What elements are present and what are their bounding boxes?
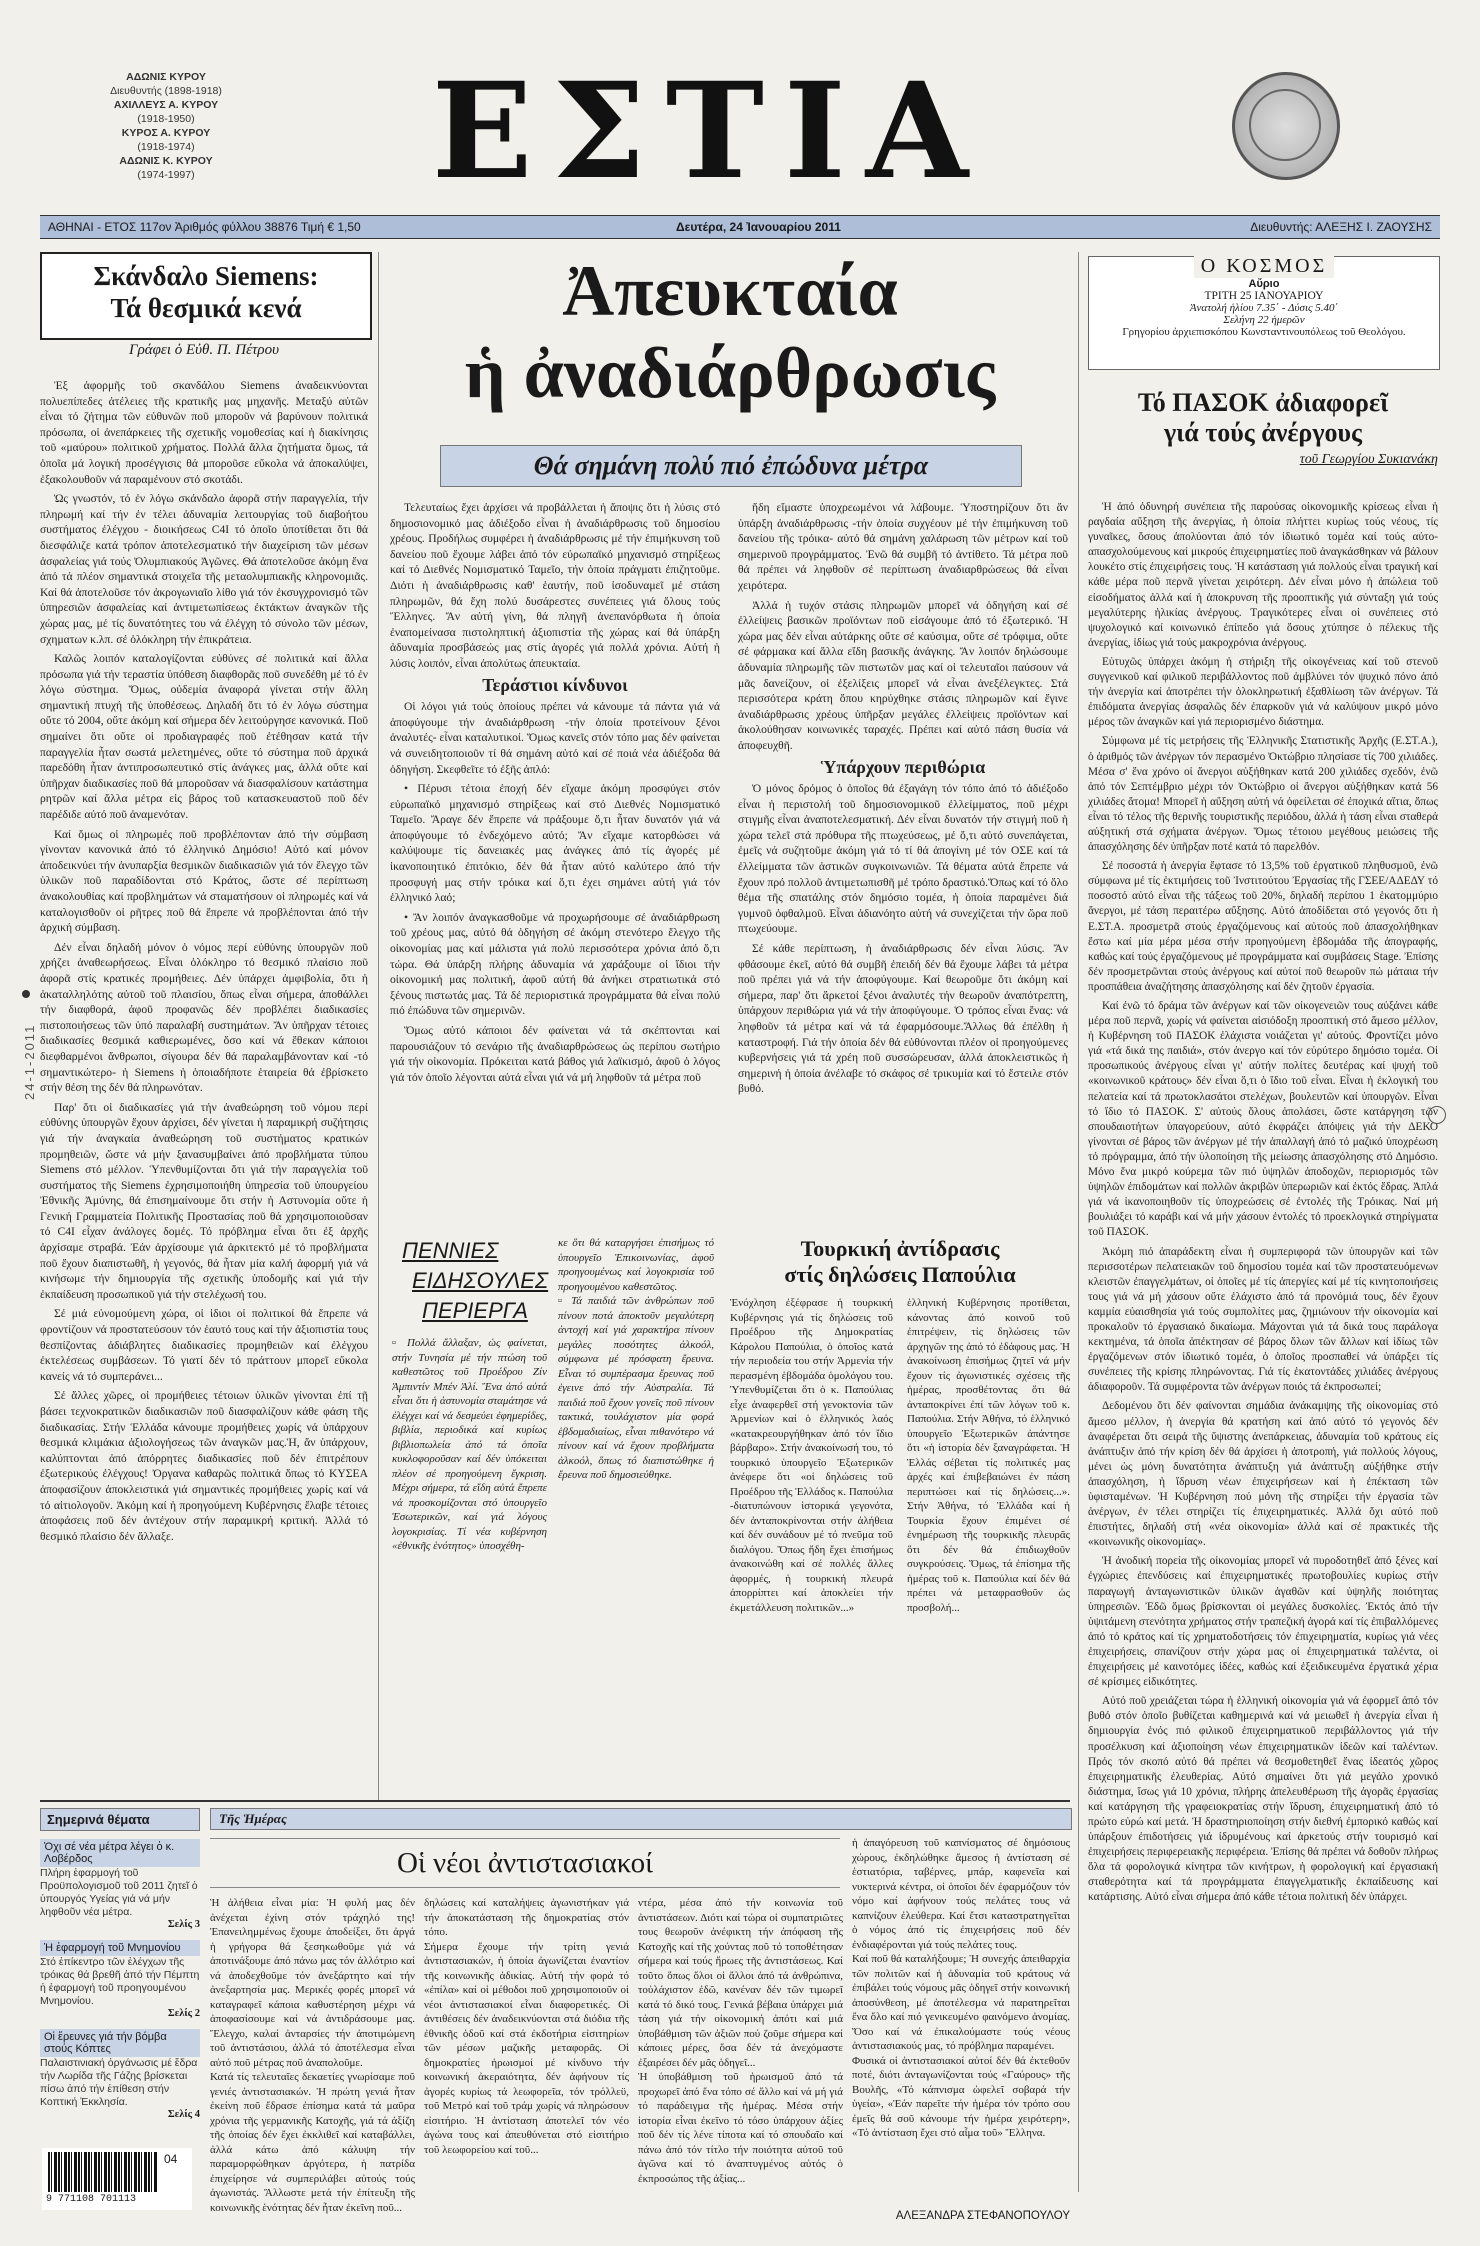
paragraph: Ὡς γνωστόν, τό ἐν λόγω σκάνδαλο ἀφορᾶ στήν παραγγελία, τήν πληρωμή καί τήν ἐν τέλει ἀδυναμία λειτουργίας τοῦ διαβοήτου συστήματος ἐλέγχου - διοικήσεως C4I τό ὁποῖο ὑποτίθεται ὅτι θά διεσφάλιζε κατά τρόπον ἀποτελεσματικό τήν διαχείριση τῶν μέσων ἀσφαλείας γιά τούς Ὀλυμπιακούς Ἀγῶνες. Θά ἀποτελοῦσε ἀκόμη ἕνα ἀπό τά πλέον σημαντικά στοιχεῖα τῆς μεταολυμπιακῆς κληρονομιᾶς. Καί θά ἀποτελοῦσε τόν ἀκρογωνιαῖο λίθο γιά τόν ἐκσυγχρονισμό τῶν ὑπηρεσιῶν ἀσφαλείας καί ἀντιμετωπίσεως ἐκτάκτων ἀναγκῶν τῆς χώρας μας, μέ τίς δυνατότητες του νά ἐλέγχη τό σύνολο τῶν μέσων, σχηματων κ.λπ. σέ ὁλόκληρη τήν ἐπικράτεια. <box>40 492 368 646</box>
right-article-title: Τό ΠΑΣΟΚ ἀδιαφορεῖ <box>1137 388 1389 417</box>
left-article-byline: Γράφει ὁ Εὐθ. Π. Πέτρου <box>129 342 279 358</box>
paragraph: Σύμφωνα μέ τίς μετρήσεις τῆς Ἑλληνικῆς Στατιστικῆς Ἀρχῆς (Ε.ΣΤ.Α.), ὁ ἀριθμός τῶν ἀνέργων τόν περασμένο Ὀκτώβριο πλησίασε τίς 700 χιλιάδες. Μέσα σ' ἕνα χρόνο οἱ ἄνεργοι αὐξήθηκαν κατά 200 χιλιάδες σχεδόν, ἐνῶ ἀπό τόν Σεπτέμβριο μέχρι τόν Ὀκτώβριο οἱ ἄνεργοι αὐξήθηκαν κατά 56 χιλιάδες ἄτομα! Μπορεῖ ἡ αὔξηση αὐτή νά ὀφείλεται σέ ἐποχικά αἴτια, ὅπως εἶναι τό τέλος τῆς θερινῆς τουριστικῆς περιόδου, ἀλλά ἡ τάση εἶναι σταθερά αὐξητική στά σχήματα ἀνέργων. Ὅμως τέτοιου μεγέθους μειώσεις τῆς ἀπασχόλησης δέν ὑπῆρξαν ποτέ κατά τό παρελθόν. <box>1088 735 1438 854</box>
column-rule <box>1078 252 1079 2192</box>
paragraph: Σέ μιά εὐνομούμενη χώρα, οἱ ἰδιοι οἱ πολιτικοί θά ἔπρεπε νά φροντίζουν νά προστατεύσουν τόν ἑαυτό τους καί τήν ἀξιοπιστία τους θεσπίζοντας ἀδιάβλητες διαδικασίες προμηθειῶν καί ἐλέγχου ἐκτελέσεως συμβάσεων. Τό γιατί δέν τό πράττουν μπορεῖ εὔκολα κανείς νά τό συμπεράνει... <box>40 1307 368 1383</box>
registration-mark-icon <box>1428 1106 1446 1124</box>
barcode-issue-code: 04 <box>164 2152 178 2166</box>
paragraph: Αὐτό ποῦ χρειάζεται τώρα ἡ ἑλληνική οἰκονομία γιά νά ἐφορμεῖ ἀπό τόν βυθό στόν ὁποῖο βυθίζεται καθημερινά καί νά μειωθεῖ ἡ ἀνεργία εἶναι ἡ δημιουργία ἑνός πιό φιλικοῦ ἐπιχειρηματικοῦ περιβάλλοντος γιά τήν προσέλκυση καί ἀξιοποίηση νέων ἐπιχειρηματικῶν ἰδεῶν καί ταλέντων. Πρός τόν σκοπό αὐτό θά πρέπει νά θεσμοθετηθεῖ ἕνας ἰδεατός χῶρος ἐπιχειρηματικῆς ἐλευθερίας. Αὐτό σημαίνει ὅτι γιά μεγάλο χρονικό διάστημα, ἴσως γιά 10 χρόνια, πλήρης ἀπελευθέρωση τῆς ἀγορᾶς ἐργασίας καί κατάργηση τῆς γραφειοκρατίας στήν ἵδρυση, ἐπιχειρηματική ἀπό τό πρώτο εὐρώ καί μετά. Ἡ δραστηριοποίηση στήν διεθνή ἐμπορικό καθώς καί ὑπάρξουν ἐπιδοτήσεις γιά ἰδρυμένους καί ἀρκετούς στήν τουρισμό καί ἐπιχειρήσεις περιφερειακῆς περιφέρεια. Ἐπίσης θά πρέπει νά δοθοῦν πλήρως ὅλα τά φορολογικά κίνητρα τῶν κινήτρων, ἡ φορολογική καί ἐργασιακή σταθερότητα καί τά προγράμματα ἐπαγγελματικῆς ἐκπαίδευσης καί κατάρτισης. Αὐτό εἶναι σήμερα ἀπό κάθε τέτοια πολιτική δέν ὑπάρχει. <box>1088 1695 1438 1904</box>
topic-page: Σελίς 4 <box>167 2109 200 2120</box>
paragraph: Ἡ ἀνοδική πορεία τῆς οἰκονομίας μπορεῖ νά πυροδοτηθεῖ ἀπό ξένες καί ἐγχώριες ἐπενδύσεις καί ἐπιχειρηματικές πρωτοβουλίες κυρίως στήν παραγωγή ἀνταγωνιστικῶν ὑλικῶν ἀγαθῶν καί ὑψηλῆς ποιότητας ὑπηρεσιῶν. Ἐδῶ ὅμως βρίσκονται οἱ μεγάλες δυσκολίες. Ἐκτός ἀπό τήν ὑψιτάμενη στενότητα χρήματος στήν τραπεζική ἀγορά καί τίς ἐπιβαλλόμενες ἀπό τό κράτος καί τίς χρηματοδοτήσεις τόν ἐπιχειρηματία, κυρίως γιά νέες ἐπιχειρήσεις, σπανίζουν στήν χώρα μας οἱ ἐπιχειρηματικά ταλέντα, οἱ ἐπιχειρήσεις μέ καινοτόμες ἰδέες, καθώς καί ἐξειδικευμένα ἐργατικά χέρια σέ κρίσιμες εἰδικότητες. <box>1088 1555 1438 1689</box>
turkey-subtitle: στίς δηλώσεις Παπούλια <box>784 1262 1016 1287</box>
founder-name: ΚΥΡΟΣ Α. ΚΥΡΟΥ <box>121 127 211 139</box>
turkey-title: Τουρκική ἀντίδρασις <box>800 1236 1000 1261</box>
left-article-body <box>40 378 368 1778</box>
paragraph: • Πέρυσι τέτοια ἐποχή δέν εἴχαμε ἀκόμη προσφύγει στόν εὐρωπαϊκό μηχανισμό στηρίξεως καί στό Διεθνές Νομισματικό Ταμεῖο. Ἄραγε δέν ἔπρεπε νά πράξουμε ὅ,τι ἦταν δυνατόν γιά νά ἀποφύγουμε τό ἐνδεχόμενο αὐτό; Ἄν εἴχαμε κατορθώσει νά καλύψουμε τίς δανειακές μας ἀνάγκες ἀπό τίς ἀγορές μέ ἱκανοποιητικό ἐπιτόκιο, δέν θά ἦταν αὐτό καλύτερο ἀπό τήν προσφυγή μας στήν τρόικα καί ὅ,τι ἐχει σημάνει αὐτή γιά τόν ἑλληνικό λαό; <box>390 782 720 905</box>
founder-name: ΑΔΩΝΙΣ Κ. ΚΥΡΟΥ <box>119 155 213 167</box>
paragraph: Καί ἐνῶ τό δράμα τῶν ἀνέργων καί τῶν οἰκογενειῶν τους αὐξάνει κάθε μέρα ποῦ περνᾶ, χωρίς νά φαίνεται αἰσιόδοξη προοπτική στό ἄμεσο μέλλον, ἡ Κυβέρνηση τοῦ ΠΑΣΟΚ ἐλάχιστα νοιάζεται γι' αὐτούς. Φροντίζει μόνο γιά «τά δικά της παιδιά», στόν ἀνεργο καί τόν εὐρύτερο δημόσιο τομέα. Οἱ προσωπικούς ἀνέργους εἶναι γι' αὐτήν πολίτες δευτέρας καί ψυχή τοῦ «κοινωνικοῦ κράτους» δέν εἶναι ὅ,τι ὁ ἴδιο τοῦ εἶναι. Εἶναι ἡ ἐκλογική του πελατεία καί τά πρωτοκλασάτοι στελέχων, βουλευτῶν καί ὑπουργῶν. Εἶναι τό ἴδιο τό ΠΑΣΟΚ. Σ' αὐτούς ὅλους ἀπολάσει, ὥστε κατάργηση τῶν σπουδαιοτήτων ὑπαγορεύουν, αὐτό ἐκφράζει ἀπόψεις γιά τήν ΔΕΚΟ γίνονται σέ βάρος τῶν ἀνέργων μέ τήν ἀπαλλαγή ἀπό τό μαζικό ὑποχρέωση τό πρόγραμμα, ἀπό τήν ὑλοποίηση τῆς μείωσης ἀπασχόλησης στό Δημόσιο. Μόνο ἕνα μικρό κούρεμα τῶν πιό ὑψηλῶν ἀποδοχῶν, περιορισμός τῶν ὑψηλῶν ἐπιδομάτων καί πολλῶν ἀκριβῶν ὑπερωριῶν καί ἐκτός ἕδρας. Ἀπλά γιά νά ἱκανοποιηθοῦν τίς ὑποχρεώσεις σέ ἐντολές τῆς Τρόικας. Ναί μή βουλιάξει τό καράβι καί νά μήν χάσουν ἐντολές τό προεκλογικά στηρίγματα τοῦ ΠΑΣΟΚ. <box>1088 1000 1438 1239</box>
topic-item[interactable] <box>40 2029 200 2120</box>
founder-role: (1918-1974) <box>137 141 195 153</box>
paragraph: Καί ὅμως οἱ πληρωμές ποῦ προβλέπονταν ἀπό τήν σύμβαση γίνονταν κανονικά ἀπό τό ἑλληνικό Δημόσιο! Αὐτό καί μόνον ἀποδεικνύει τήν ἀνυπαρξία θεσμικῶν διαδικασιῶν γιά τόν ἔλεγχο τῶν ὑλικῶν ποῦ παραδίδονται στό Κράτος, ὥστε σέ περίπτωση ἀνακολουθίας καί προβλημάτων νά σταματήσουν οἱ πληρωμές καί νά καταλογισθοῦν οἱ ρῆτρες ποῦ θά ἔπρεπε νά προβλέπονται ἀπό τήν ἀρχική σύμβαση. <box>40 827 368 935</box>
paragraph: Ἀκόμη πιό ἀπαράδεκτη εἶναι ἡ συμπεριφορά τῶν ὑπουργῶν καί τῶν περισσοτέρων πελατειακῶν τοῦ δημοσίου τομέα καί τῶν προστατευόμενων κλειστῶν ἐπαγγελμάτων, οἱ ὁποῖες μέ τίς ἀπεργίες καί μέ τίς κινητοποιήσεις τους γιά νά μή χάσουν οὔτε ἐλάχιστο ἀπό τά προνόμιά τους, δέν ἔχουν καμμία εὐαισθησία γιά τούς συμπολίτες μας, ζημιώνουν τήν οἰκονομία καί προκαλοῦν τό ἐργασιακό δικαίωμα. Μάχονται γιά τά δικά τους παράλογα κεκτημένα, τά ὁποῖα ἀπέκτησαν σέ βάρος ὅλων τῶν ἄλλων καί ἰδίως τῶν ἐργαζόμενων στόν ἰδιωτικό τομέα, ὁ ὁποῖος προσπαθεί νά ὑπάρξει τίς συνέπειες τῆς κρίσης πληρώνοντας. Γιά τίς ἑκατοντάδες χιλιάδες ἀνέργους ἀδιαφοροῦν. Τά συμφέροντα τῶν ἀνέργων ποιός τά ἐκπροσωπεί; <box>1088 1245 1438 1394</box>
imeras-title: Οἱ νέοι ἀντιστασιακοί <box>210 1838 840 1888</box>
paragraph: Ἐξ ἀφορμῆς τοῦ σκανδάλου Siemens ἀναδεικνύονται πολυεπίπεδες ἀτέλειες τῆς κρατικῆς μας μηχανῆς. Μεταξύ αὐτῶν εἶναι τό ζήτημα τῶν εὐθυνῶν ποῦ μποροῦν νά βαρύνουν πολιτικά πρόσωπα, οἱ ἀνεπάρκειες τῆς σχετικῆς νομοθεσίας καί ἡ διακίνησις τοῦ «μαύρου» πολιτικοῦ χρήματος. Πολλά ἄλλα ζητήματα ὅμως, τά ὁποῖα μά λογική προσέγγισις θά μποροῦσε εὔκολα νά ἀποκαλύψει, ἐξακολουθοῦν νά παραμένουν στό σκοτάδι. <box>40 379 368 486</box>
bullet-dot-icon <box>22 990 30 998</box>
imeras-col2: δηλώσεις καί καταλήψεις ἀγωνιστήκαν γιά τήν ἀποκατάσταση τῆς δημοκρατίας στόν τόπο. Σήμερα ἔχουμε τήν τρίτη γενιά ἀντιστασιακών, ἡ ὁποία ἀγωνίζεται ἐναντίον τῆς κοινωνικῆς ἀδικίας. Αὐτή τήν φορά τό «ἐπίλα» καί οἱ μέθοδοι ποῦ χρησιμοποιοῦν οἱ νέοι ἀντιστασιακοί εἶναι διαφορετικές. Οἱ ἀντιθέσεις δέν ἀναδεικνύονται στά διόδια τῆς ἐθνικῆς ὁδοῦ καί στά ἐκδοτήρια εἰσιτηρίων τῶν μέσων μαζικῆς μεταφορᾶς. Οἱ δημοκρατίες ἡρωισμοί μέ κίνδυνο τήν κοινωνική ἀκεραιότητα, δέν ἀφήνουν τίς ἀγορές κυρίως τά λεωφορεῖα, τόν τρόλλεϋ, τοῦ Μετρό καί τοῦ τράμ χωρίς νά πληρώσουν εἰσιτήριο. Ἡ ἀντίσταση ἀποτελεῖ τόν νέο ἀγώνα τους καί ἀπευθύνεται στό εἰσιτήριο τοῦ λεωφορείου καί τοῦ... <box>424 1897 629 2156</box>
todays-topics-title: Σημερινά θέματα <box>40 1808 200 1831</box>
barcode-number: 9 771108 701113 <box>46 2194 137 2205</box>
imeras-col4: ἡ ἀπαγόρευση τοῦ καπνίσματος σέ δημόσιους χώρους, ἐκδηλώθηκε ἄμεσος ἡ ἀντίσταση σέ ἑστιατόρια, ταβέρνες, μπάρ, καφενεῖα καί νυκτερινά κέντρα, οἱ ὁποῖοι δέν ἐφαρμόζουν τόν νόμο καί ἀφήνουν τούς πελάτες τους νά καπνίζουν ἐλεύθερα. Καί ἔτσι καταστρατηγεῖται ὁ νόμος ἀπό τίς ἐπιχειρήσεις ποῦ δέν ἐνδιαφέρονται γιά τούς πελάτες τους. Καί ποῦ θά καταλήξουμε; Ἡ συνεχής ἀπειθαρχία τῶν πολιτῶν καί ἡ ἀδυναμία τοῦ κράτους νά ἐπιβάλει τούς νόμους μᾶς ὁδηγεῖ στήν κοινωνική ἀποσύνθεση, μέ ἀποτέλεσμα νά παρατηρεῖται ἔνα ὅλο καί πιό γενικευμένο φαινόμενο ἀνομίας. Ὅσο καί νά ἐπικαλούμαστε τούς νέους ἀντιστασιακούς μας, τό πρόβλημα παραμένει. Φυσικά οἱ ἀντιστασιακοί αὐτοί δέν θά ἐκτεθοῦν ποτέ, διότι ἀνταγωνίζονται τούς «Γαύρους» τῆς Βουλῆς, «Τό κάπνισμα ὠφελεῖ σοβαρά τήν ὑγεία», «Ἐάν παρεῖτε τήν ἡμέρα τόν τρόπο σου ἐμεῖς θά σοῦ κάνουμε τήν ἡμέρα χειρότερη», «Τό ἀντίσταση ἔχει στό αἷμα τοῦ» Ἕλληνα. <box>852 1837 1070 2139</box>
paragraph: Τελευταίως ἔχει ἀρχίσει νά προβάλλεται ἡ ἄποψις ὅτι ἡ λύσις στό δημοσιονομικό μας ἀδιέξοδο εἶναι ἡ ἀναδιάρθρωσις τοῦ δημοσίου χρέους. Προδήλως συμφέρει ἡ ἀναδιάρθρωσις μέ τήν ἐπιμήκυνση τοῦ δανείου ποῦ ἔχουμε λάβει ἀπό τόν εὐρωπαϊκό μηχανισμό στηρίξεως καί τό Διεθνές Νομισματικό Ταμεῖο, τήν ὁποία πράγματι ἐπιζητοῦμε. Διότι ἡ ἀναδιάρθρωσις καθ' ἑαυτήν, ποῦ ἰσοδυναμεῖ μέ στάση πληρωμῶν, θά ἔχη πολύ δυσάρεστες συνέπειες γιά ὅλους τούς Ἕλληνες. Ἄν αὐτή γίνη, θά πληγῆ ἀνεπανόρθωτα ἡ ὁποία ἐναπομείνασα πιστοληπτική ἀξιοπιστία τῆς χώρας καί θά ὑπάρξη ἀδυναμία προσβάσεώς μας στίς ἀγορές γιά πολλά χρόνια. Αὐτή ἡ λύσις λοιπόν, εἶναι ἀπολύτως ἀπευκταία. <box>390 501 720 670</box>
pennies-col2: κε ὅτι θά καταργήσει ἐπισήμως τό ὑπουργεῖο Ἐπικοινωνίας, ἀφοῦ προηγουμένως καί λογοκρισία τοῦ προηγουμένου καθεστῶτος. ▫ Τά παιδιά τῶν ἀνθρώπων ποῦ πίνουν ποτά ἀποκτοῦν μεγαλύτερη ἀντοχή καί γιά χαρακτήρα πίνουν μεγάλες ποσότητες ἀλκοόλ, σύμφωνα μέ πρόσφατη ἔρευνα. Εἶναι τό συμπέρασμα ἔρευνας ποῦ ἐγεινε ἀπό τήν Αὐστραλία. Τά παιδιά ποῦ ἔχουν γονεῖς ποῦ πίνουν τακτικά, τουλάχιστον μία φορά ἑβδομαδιαίως, εἶναι πιθανότερο νά πίνουν καί νά ἔχουν προβλήματα ἀλκοόλ, ὅπως τό διαπιστώθηκε ἡ ἔρευνα ποῦ δημοσιεύθηκε. <box>558 1237 714 1481</box>
founder-name: ΑΧΙΛΛΕΥΣ Α. ΚΥΡΟΥ <box>113 99 219 111</box>
founder-role: (1918-1950) <box>137 113 195 125</box>
main-headline-line1: Ἀπευκταία <box>562 251 898 331</box>
topic-page: Σελίς 3 <box>167 1919 200 1930</box>
main-article-col2 <box>738 500 1068 1220</box>
subheading: Ὑπάρχουν περιθώρια <box>820 756 986 777</box>
imeras-col3: ντέρα, μέσα ἀπό τήν κοινωνία τοῦ ἀντιστάσεων. Διότι καί τώρα οἱ συμπατριῶτες τους θεωροῦν ἀνέφικτη τήν ἀπόφαση τῆς Κατοχῆς καί τῆς χούντας ποῦ τό τοποθέτησαν σήμερα καί τούς ἥρωες τῆς ἀντιστάσεως. Καί τοῦτο ὅπως ὅλοι οἱ ἄλλοι ἀπό τά ἀνθρώπινα, τοὐλάχιστον ἐδῶ, κανέναν δέν τῶν τιμωρεῖ κατά τό δικό τους. Γενικά βέβαια ὑπάρχει μιά τάση γιά τήν οἰκονομική ἀπότι καί μιά ὑποβάθμιση τῶν ἀξιῶν πού ζοῦμε σήμερα καί κάποιες μέρες, ὅσα δέν τά ἀνεχόμαστε ἐξαιρέσει δέν μᾶς ὁδηγεῖ... Ἡ ὑποβάθμιση τοῦ ἡρωισμοῦ ἀπό τά προχωρεῖ ἀπό ἕνα τόπο σέ ἄλλο καί νά μή γιά τό παράδειγμα τῆς ἡμέρας. Μέσα στήν ἱστορία εἶναι ἐκεῖνο τό τόσο ὑπάρχουν ἀξίες ποῦ δέν τίς λένε τίποτα καί τό σπουδαῖο καί πάνω ἀπό τόν τίτλο τήν ποιότητα αὐτοῦ τοῦ ἀγῶνα καί τό ἀναπτυγμένος αὐτός ὁ ἐκπροσώπος τῆς ἀξίας... <box>638 1897 843 2185</box>
side-date <box>20 980 40 1100</box>
paragraph: • Ἄν λοιπόν ἀναγκασθοῦμε νά προχωρήσουμε σέ ἀναδιάρθρωση τοῦ χρέους μας, αὐτό θά ὁδηγήση σέ ἀκόμη στενότερο ἔλεγχο τῆς οἰκονομίας μας καί μάλιστα γιά πολύ περισσότερα χρόνια ἀπό ὅ,τι τώρα. Θά ὑπάρξη πλήρης ἀδυναμία νά χαράξουμε οἱ ἴδιοι τήν οἰκονομική μας πολιτική, ἀφοῦ αὐτή θά ἀνήκει στρατιωτικά στό ξένους πιστωτάς μας. Τά δέ περιοριστικά προγράμματα θά εἶναι πολύ πιό ἐπώδυνα τῶν σημερινῶν. <box>390 910 720 1018</box>
pennies-word: ΕΙΔΗΣΟΥΛΕΣ <box>412 1268 549 1293</box>
subheading: Τεράστιοι κίνδυνοι <box>482 674 628 695</box>
right-article-headline <box>1088 388 1438 468</box>
paragraph: Καλῶς λοιπόν καταλογίζονται εὐθύνες σέ πολιτικά καί ἄλλα πρόσωπα γιά τήν τεραστία ὑπόθεση διαφθορᾶς ποῦ συνεδέθη μέ τό ἐν λόγω σύστημα. Ὅμως, οὐδεμία ἀναφορά γίνεται στήν ἄλλη σημαντική πτυχή τῆς ὑποθέσεως. Δηλαδή ὅτι τό ἐν λόγω σύστημα οὔτε τό 2004, οὔτε ἀκόμη καί σήμερα δέν λειτούργησε κανονικά. Ποῦ σημαίνει ὅτι οὔτε οἱ προδιαγραφές ποῦ ἐτέθησαν κατά τήν παραγγελία ἦταν σωστά μελετημένες, οὔτε τό σύστημα ποῦ ἀρχικά παρεδόθη ἦταν ἀντιπροσωπευτικό στίς ἀνάγκες μας, ἀλλά οὔτε καί ὑπῆρχαν διαδικασίες ποῦ θά μποροῦσαν νά διασφαλίσουν κατάστημα ρητρῶν καί ἄλλα μέτρα εἰς βάρος τοῦ κατασκευαστοῦ ποῦ δέν παρέδιδε αὐτό ποῦ ἀναμενόταν. <box>40 652 368 822</box>
column-rule <box>378 252 379 1802</box>
pennies-box <box>392 1236 714 1776</box>
founder-name: ΑΔΩΝΙΣ ΚΥΡΟΥ <box>126 71 206 83</box>
kosmos-day: ΤΡΙΤΗ 25 ΙΑΝΟΥΑΡΙΟΥ <box>1204 290 1324 302</box>
right-article-body <box>1088 500 1438 2230</box>
turkey-col1: Ἐνόχληση ἐξέφρασε ἡ τουρκική Κυβέρνησις γιά τίς δηλώσεις τοῦ Προέδρου τῆς Δημοκρατίας Κάρολου Παπούλια, ὁ ὁποῖος κατά τήν περιοδεία του στήν Ἀρμενία τήν περασμένη ἑβδομάδα ὁμολόγου του. Ὑπενθυμίζεται ὅτι ὁ κ. Παπούλιας εἶχε ἀναφερθεῖ στή γενοκτονία τῶν Ἀρμενίων καί ὁ ἑλληνικός λαός «κατακρεουργήθηκαν ἀπό τόν ἴδιο βάρβαρο». Στήν ἀνακοίνωσή του, τό τουρκικό ὑπουργεῖο Ἐξωτερικῶν ἀνέφερε ὅτι «οἱ δηλώσεις τοῦ Προέδρου τῆς Ἑλλάδος κ. Παπούλια -διατυπώνουν ἱστορικά γεγονότα, δέν ἀνταποκρίνονται στήν ἀλήθεια καί δέν συνάδουν μέ τό πνεῦμα τοῦ διαλόγου. Ὅπως ἤδη ἔχει ἐπισήμως ἀνακοινώθη καί σέ πολλές ἄλλες ἀφορμές, ἡ τουρκική πλευρά ἀπορρίπτει καί ἀποκλείει τήν ἐκμετάλλευση πολιτικῶν...» <box>730 1297 893 1614</box>
barcode-icon <box>42 2148 192 2210</box>
paragraph: Ἀλλά ἡ τυχόν στάσις πληρωμῶν μπορεῖ νά ὁδηγήση καί σέ ἐλλείψεις βασικῶν προϊόντων ποῦ εἰσάγουμε ἀπό τό ἐξωτερικό. Ἡ χώρα μας δέν εἶναι αὐτάρκης οὔτε σέ καύσιμα, οὔτε σέ τρόφιμα, οὔτε σέ φάρμακα καί ἄλλα εἴδη βασικῆς ἀνάγκης. Ἄν λοιπόν δηλώσουμε ἀδυναμία πληρωμῆς τῶν πιστωτῶν μας καί οἱ τελευταῖοι παύσουν νά μᾶς δανείζουν, οἱ ἐξελίξεις μπορεῖ νά εἶναι ἀνεξέλεγκτες. Στά περισσότερα κράτη ὅπου κηρύχθηκε στάσις πληρωμῶν καί ἔγινε ἀναδιάρθρωσις χρέους ὑπῆρξαν μεγάλες ἐλλείψεις προϊόντων καί ἀκολούθησαν κοινωνικές ταραχές. Πρέπει καί αὐτό πάση θυσία νά ἀποφευχθῆ. <box>738 598 1068 752</box>
topic-text: Πλήρη ἐφαρμογή τοῦ Προϋπολογισμοῦ τοῦ 2011 ζητεῖ ὁ ὑπουργός Υγείας γιά νά μήν ληφθοῦν νέα μέτρα. <box>40 1867 198 1918</box>
main-article-col1 <box>390 500 720 1220</box>
topic-text: Στό ἐπίκεντρο τῶν ἐλέγχων τῆς τρόικας θά βρεθῆ ἀπό τήν Πέμπτη ἡ ἐφαρμογή τοῦ προηγουμένου Μνημονίου. <box>40 1956 200 2007</box>
paragraph: ἤδη εἴμαστε ὑποχρεωμένοι νά λάβουμε. Ὑποστηρίζουν ὅτι ἄν ὑπάρξη ἀναδιάρθρωσις -τήν ὁποία συχγέουν μέ τήν ἐπιμήκυνση τοῦ δανείου τῆς τρόικα- αὐτό θά σημάνη χαλάρωση τῶν μέτρων καί τοῦ σημερινοῦ προγράμματος. Ἐνῶ θά συμβῆ τό ἀντίθετο. Τά μέτρα ποῦ θά πρέπει νά ληφθοῦν σέ περίπτωση ἀναδιαρθρώσεως θά εἶναι χειρότερα. <box>738 501 1068 592</box>
left-article-subtitle: Τά θεσμικά κενά <box>110 293 302 323</box>
director-line: Διευθυντής: ΑΛΕΞΗΣ Ι. ΖΑΟΥΣΗΣ <box>1250 220 1432 234</box>
topic-text: Παλαιστινιακή ὀργάνωσις μέ ἕδρα τήν Λωρίδα τῆς Γάζης βρίσκεται πίσω ἀπό τήν ἐπίθεση στήν Κοπτική Ἐκκλησία. <box>40 2057 198 2108</box>
kosmos-moon: Σελήνη 22 ἡμερῶν <box>1223 314 1305 326</box>
pennies-col1: ▫ Πολλά ἄλλαξαν, ὡς φαίνεται, στήν Τυνησία μέ τήν πτώση τοῦ καθεστῶτος τοῦ Προέδρου Ζίν Ἀμπιντίν Μπέν Ἀλί. Ἕνα ἀπό αὐτά εἶναι ὅτι ἡ ἀστυνομία σταμάτησε νά ἐλέγχει καί νά δεσμεύει ἐφημερίδες, βιβλία, περιοδικά καί κυρίως βιβλιοπωλεία ἀπό τά ὁποῖα κυκλοφοροῦσαν καί δέν ὑπόκειται πλέον σέ προηγούμενη ἔγκριση. Μέχρι σήμερα, τά εἴδη αὐτά ἔπρεπε νά προσκομίζονται στό ὑπουργεῖο Ἐσωτερικῶν, καί γιά λόγους λογοκρισίας. Τί νέα κυβέρνηση «ἐθνικῆς ἑνότητος» ὑποσχέθη- <box>392 1337 547 1552</box>
kosmos-label: Αὔριο <box>1248 278 1280 290</box>
issue-date: Δευτέρα, 24 Ἰανουαρίου 2011 <box>676 220 841 234</box>
paragraph: Παρ' ὅτι οἱ διαδικασίες γιά τήν ἀναθεώρηση τοῦ νόμου περί εὐθύνης ὑπουργῶν ἔχουν ἀρχίσει, δέν γίνεται ἡ παραμικρή συζήτησις γιά τήν ἀναγκαία ἀναθεώρηση τοῦ συστήματος κρατικών προμηθειῶν, ὥστε νά μήν ξανασυμβαίνει ἀπό προβλήματα τύπου Siemens στό μέλλον. Ὑπενθυμίζονται ὅτι γιά τήν παραγγελία τοῦ συστήματος τῆς Siemens ἐχρησιμοποιήθη ὑπηρεσία τοῦ ὑπουργείου Ἐθνικῆς Ἀμύνης, θά ἐπισημαίνουμε ὅτι στήν ἡ Αστυνομία οὔτε ἡ Γενική Γραμματεία Πολιτικῆς Προστασίας ποῦ θά χρησιμοποιοῦσαν τό C4I εἶχαν ἀνάλογες δομές. Τό πρόβλημα εἶναι ὅτι ἐξ ἀρχῆς ἀρχίσαμε στραβά. Ἐάν ἀρχίσουμε γιά ἀρκιτεκτό μέ τό προβλήματα ποῦ ἔχουν διαπιστωθῆ, ἡ γεγονός, θά ἦταν μία καλή ἀφορμή γιά νά κινήσωμε τήν δημιουργία τῆς σχετικῆς ὑποδομῆς καί γιά τήν ἐκπαίδευση προσωπικοῦ γιά τήν στελέχωσή του. <box>40 1100 368 1301</box>
pennies-word: ΠΕΡΙΕΡΓΑ <box>422 1298 528 1323</box>
paragraph: Σέ κάθε περίπτωση, ἡ ἀναδιάρθρωσις δέν εἶναι λύσις. Ἄν φθάσουμε ἐκεῖ, αὐτό θά συμβῆ ἐπειδή δέν θά ἔχουμε λάβει τά μέτρα ποῦ πρέπει γιά νά τήν ἀποφύγουμε. Καί θεωροῦμε ὅτι ἀκόμη καί σήμερα, παρ' ὅτι ἄρκετοί ξένοι ἀναλυτές τήν θεωροῦν ἀναπότρεπτη, ὑπάρχουν περιθώρια γιά νά τήν ἀποφύγουμε. Ὁ τρόπος εἶναι ἕνας: νά ληφθοῦν τά μέτρα καί νά τά ἐφαρμόσουμε.Ἄλλως θά ἐπέλθη ἡ καταστροφή. Γιά τήν ὁποία δέν θά εὐθύνονται πλέον οἱ προηγούμενες κυβερνήσεις γιά τά χρέη ποῦ συσσώρευσαν, ἀλλά ἀποκλειστικῶς ἡ σημερινή ἡ ὁποία ἀνέλαβε τό σκάφος σέ τρικυμία καί τό ἔστειλε στόν βυθό. <box>738 942 1068 1096</box>
kosmos-saint: Γρηγορίου ἀρχιεπισκόπου Κωνσταντινουπόλεως τοῦ Θεολόγου. <box>1122 326 1406 338</box>
topic-page: Σελίς 2 <box>167 2008 200 2019</box>
emblem-seal-icon <box>1232 72 1340 180</box>
paragraph: Ὁ μόνος δρόμος ὁ ὁποῖος θά ἐξαγάγη τόν τόπο ἀπό τό ἀδιέξοδο εἶναι ἡ περιστολή τοῦ δημοσιονομικοῦ ἐλλείμματος, ποῦ μέχρι στιγμῆς εἶναι ἀναποτελεσματική. Δέν εἶναι δυνατόν τήν στιγμή ποῦ ἡ χώρα τελεῖ στά πρόθυρα τῆς πτωχεύσεως, μέ ὅ,τι αὐτό συνεπάγεται, ἐμεῖς νά συζητοῦμε ἀκόμη γιά τό τί θά ἀπογίνη μέ τόν ΟΣΕ καί τά ἐλλείμματα τῶν ἀστικῶν συγκοινωνιῶν. Τά θέματα αὐτά ἔπρεπε νά ἔχουν πρό πολλοῦ ἀντιμετωπισθῆ μέ τρόπο δραστικό.Ὅπως καί τό ὅλο θέμα τῆς σπατάλης στόν δημόσιο τομέα, ἡ ὁποία παραμένει διά γυμνοῦ ὀφθαλμοῦ. Εἶναι ἀδιανόητο αὐτή νά συνεχίζεται τήν ὥρα ποῦ πτωχεύουμε. <box>738 782 1068 936</box>
paragraph: Σέ ποσοστά ἡ ἀνεργία ἔφτασε τό 13,5% τοῦ ἐργατικοῦ πληθυσμοῦ, ἐνῶ σύμφωνα μέ τίς ἐκτιμήσεις τοῦ Ἰνστιτούτου Ἐργασίας τῆς ΓΣΕΕ/ΑΔΕΔΥ τό ποσοστό αὐτό εἶναι τῆς τάξεως τοῦ 20%, δηλαδή περίπου 1 ἑκατομμύριο ἄνεργοι, μέ τάση περαιτέρω αὔξησης. Αὐτό ἀποδίδεται στό γεγονός ὅτι ἡ Ε.ΣΤ.Α. προσμετρᾶ στούς ἐργαζόμενους καί αὐτούς ποῦ ἀπασχολήθηκαν ἔστω καί μία μέρα μέσα στήν προηγούμενη ἑβδομάδα τῆς ἀπογραφής, καθώς καί τούς ἐργαζόμενους μέ προγράμματα καί συμβάσεις Stage. Ἐπίσης δέν προσμετρῶνται στούς ἀνέργους καί αὐτοί ποῦ θεωροῦν πώ μάταια τήν προσπάθεια ἀναζήτησης ἀπασχόλησης καί δέν ζητοῦν ἐργασία. <box>1088 860 1438 993</box>
side-date-text: 24-1-2011 <box>22 1023 37 1100</box>
turkey-col2: ἑλληνική Κυβέρνησις προτίθεται, κάνοντας ἀπό κοινοῦ τοῦ ἐπιτρέψειν, τίς δηλώσεις τῶν ἀρχηγῶν της ἀπό τό ἐδάφους μας. Ἡ ἀνακοίνωση ἐπισήμως ζητεῖ νά μήν ἔχουν τίς ἀγωνιστικές σχέσεις τῆς ἡμέρας, προσθέτοντας ὅτι θά ἀνταποκρίνει ἐπί τῶν λόγων τοῦ κ. Παπούλια. Στήν Ἀθήνα, τό ἑλληνικό ὑπουργεῖο Ἐξωτερικῶν ἀπάντησε ὅτι «ἡ ἱστορία δέν ξαναγράφεται. Ἡ Ἑλλάς σέβεται τίς πολιτικές μας ἀρχές καί ἐπιβεβαιώνει ἐν πάση περιπτώσει καί τίς δηλώσεις...». Στήν Ἀθήνα, τό Ἑλλάδα καί ἡ Τουρκία ἔχουν ἐπιμένει σέ ἐνημέρωση τῆς τουρκικῆς πλευρᾶς ὅτι δέν θά ἐπιδιωχθοῦν συγκρούσεις. Ὅμως, τά ἐπίσημα τῆς ἡμέρας τοῦ κ. Παπούλια καί δέν θά πρέπει νά μεταφρασθοῦν ὡς προσβολή... <box>907 1297 1070 1614</box>
pennies-word: ΠΕΝΝΙΕΣ <box>402 1238 499 1263</box>
kosmos-title: Ο ΚΟΣΜΟΣ <box>1194 255 1334 278</box>
kosmos-box <box>1088 256 1440 370</box>
paragraph: Εὐτυχῶς ὑπάρχει ἀκόμη ἡ στήριξη τῆς οἰκογένειας καί τοῦ στενοῦ συγγενικοῦ καί φιλικοῦ περιβάλλοντος ποῦ ἀμβλύνει τόν ψυχικό πόνο ἀπό τήν ἀνεργία καί ἀποτρέπει τήν ὁλοκληρωτική ἐξαθλίωση τῶν ἀνέργων. Τά ἐπιδόματα ἀνεργίας ἀσφαλῶς δέν ἐπαρκοῦν γιά νά καλύψουν μικρό μόνο μέρος τῶν ἀναγκῶν καί γιά περιορισμένο διάστημα. <box>1088 655 1438 729</box>
imeras-label: Τῆς Ἡμέρας <box>219 1811 287 1826</box>
right-article-subtitle: γιά τούς ἀνέργους <box>1164 418 1362 447</box>
paragraph: Ἡ ἀπό ὀδυνηρή συνέπεια τῆς παρούσας οἰκονομικῆς κρίσεως εἶναι ἡ ραγδαία αὔξηση τῆς ἀνεργίας, ἡ ὁποία πλήττει κυρίως τούς νέους, τίς γυναῖκες, ὅσους ἀπολύονται ἀπό τόν ἰδιωτικό τομέα καί τούς αὐτο-απασχολούμενους καί μικρούς ἐπιχειρηματίες ποῦ ἀναγκάσθηκαν νά βάλουν λουκέτο στίς ἐπιχειρήσεις τους. Ἡ κατάσταση γιά πολλούς εἶναι τραγική καί κάθε μέρα ποῦ περνᾶ γίνεται χειρότερη. Δέν εἶναι μόνο ἡ ἀπώλεια τοῦ εἰσοδήματος ἀλλά καί ἡ ἀποκρυνση τῆς προοπτικῆς γιά σύνταξη γιά τούς μεγαλύτερης ἡλικίας ἀνέργους. Τραγικότερες εἶναι οἱ συνέπειες στό ψυχολογικό καί κοινωνικό ἐπίπεδο γιά ὅσους χτύπησε ὁ πέλεκυς τῆς ἀνεργίας, ἰδίως γιά τούς μακροχρόνια ἀνέργους. <box>1088 501 1438 649</box>
main-subtitle: Θά σημάνη πολύ πιό ἐπώδυνα μέτρα <box>440 445 1022 487</box>
newspaper-title: ΕΣΤΙΑ <box>431 54 989 209</box>
founders-list <box>96 70 236 182</box>
imeras-byline: ΑΛΕΞΑΝΔΡΑ ΣΤΕΦΑΝΟΠΟΥΛΟΥ <box>895 2210 1070 2222</box>
topic-item[interactable] <box>40 1839 200 1930</box>
topic-item[interactable] <box>40 1940 200 2019</box>
topic-headline: Ὁχι σέ νέα μέτρα λέγει ὁ κ. Λοβέρδος <box>40 1839 200 1867</box>
issue-date-bar <box>40 215 1440 239</box>
founder-role: Διευθυντής (1898-1918) <box>110 85 222 97</box>
paragraph: Οἱ λόγοι γιά τούς ὁποίους πρέπει νά κάνουμε τά πάντα γιά νά ἀποφύγουμε τήν ἀναδιάρθρωση -τήν ὁποία προτείνουν ξένοι ἀναλυτές- εἶναι καταλυτικοί. Ὅμως κανεῖς στόν τόπο μας δέν φαίνεται νά συνειδητοποιοῦν τί θά σημάνη αὐτό καί σέ ποιά νέα ἀδιέξοδα θά ὁδηγήση. Σκεφθεῖτε τό ἐξῆς ἁπλό: <box>390 700 720 776</box>
section-divider <box>40 1800 1070 1802</box>
turkey-article <box>730 1236 1070 1776</box>
imeras-label-bar <box>210 1808 1072 1830</box>
left-article-title: Σκάνδαλο Siemens: <box>93 261 319 291</box>
paragraph: Ὅμως αὐτό κάποιοι δέν φαίνεται νά τά σκέπτονται καί παρουσιάζουν τό σενάριο τῆς ἀναδιαρθρώσεως ὡς περίπου σωτήριο γιά τήν οἰκονομία. Πρόκειται κατά βάθος γιά λαϊκισμό, ἀφοῦ ὁ λόγος γιά τόν ὁποῖο λέγονται αὐτά εἶναι γιά νά μή ληφθοῦν τά μέτρα ποῦ <box>390 1024 720 1084</box>
founder-role: (1974-1997) <box>137 169 195 181</box>
topic-headline: Ἡ ἐφαρμογή τοῦ Μνημονίου <box>40 1940 200 1956</box>
left-article-headline-box <box>40 252 372 340</box>
paragraph: Δέν εἶναι δηλαδή μόνον ὁ νόμος περί εὐθύνης ὑπουργῶν ποῦ χρήζει ἀναθεωρήσεως. Εἶναι ὁλόκληρο τό θεσμικό πλαίσιο ποῦ ἀφορᾶ στίς κρατικές προμήθειες. Δέν ὑπάρχει ἀμφιβολία, ὅτι ἡ ἀκαταλληλότης αὐτοῦ τοῦ πλαισίου, ὅπως εἶναι σήμερα, ἀποθάλλει τήν διαφθορά, ἀφοῦ προφανῶς δέν προβλέπει διαδικασίες πιστοποιήσεως τῶν ὑπό παραλαβή συστημάτων. Ἄν ὑπῆρχαν τέτοιες διαδικασίες θεσμικά καθιερωμένες, ὅσο καί νά ἔθεκαν κάποιοι διεφθαρμένοι ἄνθρωποι, σίγουρα δέν θά παραλαμβάνονταν καί -τό σημαντικώτερο- ἡ Siemens ἡ ὁποιαδήποτε ἑταιρεία θά ἐβρίσκετο στήν θέση της δέν θά πληρωνόταν. <box>40 940 368 1095</box>
paragraph: Δεδομένου ὅτι δέν φαίνονται σημάδια ἀνάκαμψης τῆς οἰκονομίας στό ἄμεσο μέλλον, ἡ ἀνεργία θά κρατήση καί ἀπό αὐτό τό γεγονός δέν ἀναφέρεται ὅτι σειρά τῆς ὕψιστης ἀνεπάρκειας, ἀδυναμία τοῦ κράτους εἰς ἀνάπτυξιν ἀπό τήν κρίση δέν θά ἀρχίσει ἡ ἀποτροπή, γιά πολλούς λόγους, μένει ὡς μόνη δυνατότητα ἀνάπτυξη γιά ἀνάπτυξη αὐξήθηκε στήν ἀπασχόληση, ἡ ἴδρυση νέων ἐπιχειρήσεων καί ἡ ἐπέκταση τῶν ὑφισταμένων. Ἡ Κυβέρνηση πού μόνη τῆς στηρίξει τήν ἐργασία τῶν ἀνέργων, ἐν τέλει στηρίζει τίς ἐπιχειρηματικές. Ἀλλά ὄχι αὐτό ποῦ ἐπιστήτες, δηλαδή στή «νέα οἰκονομία» ἀλλά καί σέ πρακτικές τῆς «κοινωνικῆς οἰκονομίας». <box>1088 1400 1438 1549</box>
right-article-byline: τοῦ Γεωργίου Συκιανάκη <box>1299 452 1438 467</box>
issue-line: ΑΘΗΝΑΙ - ΕΤΟΣ 117ον Ἀριθμός φύλλου 38876 Τιμή € 1,50 <box>48 220 361 234</box>
kosmos-sun: Ἀνατολή ἡλίου 7.35΄ - Δύσις 5.40΄ <box>1189 302 1339 314</box>
topic-headline: Οἱ ἔρευνες γιά τήν βόμβα στούς Κόπτες <box>40 2029 200 2057</box>
paragraph: Σέ ἄλλες χῶρες, οἱ προμήθειες τέτοιων ὑλικῶν γίνονται ἐπί τῇ βάσει τεχνοκρατικῶν διαδικασιῶν ποῦ διασφαλίζουν κάθε φάση τῆς διαδικασίας. Στήν Ἑλλάδα κάνουμε προμήθειες χωρίς νά ὑπάρχουν θεσμικά κλιμάκια ἀξιολογήσεως τῶν ἀναγκῶν μας.Ἡ, ἄν ὑπάρχουν, καλύπτονται ἀπό ἀπόρρητες διαδικασίες ποῦ δέν ἐπιτρέπουν ἐξωτερικούς ἐλέγχους! Ὀργανα καθαρῶς πολιτικά ὅπως τό ΚΥΣΕΑ ἀποφασίζουν ἀποκλειστικά γιά σημαντικές προμήθειες χωρίς καί νά τό αἰτιολογοῦν. Ἀκόμη καί ἡ προηγούμενη Κυβέρνησις ἔλαβε τέτοιες ἀποφάσεις ποῦ δέν ἀντέχουν στήν παραμικρή κριτική. Ἀλλά τό θεσμικό πλαίσιο δέν ἄλλαξε. <box>40 1389 368 1543</box>
main-headline-line2: ἡ ἀναδιάρθρωσις <box>464 333 996 413</box>
imeras-col1: Ἡ ἀλήθεια εἶναι μία: Ἡ φυλή μας δέν ἀνέχεται ἐχίνη στόν τράχηλό της! Ἐπανειλημμένως ἔχουμε ἀποδείξει, ὅτι ἀργά ἡ γρήγορα θά ξεσηκωθοῦμε γιά νά ἀποτινάξουμε ἀπό πάνω μας τόν ἀλλότριο καί νά ἀποδεχθοῦμε τόν ἀνεξάρτητο καί τήν ἀνεξαρτησία μας. Μερικές φορές μπορεῖ νά καταγραφεῖ κάποια καθυστέρηση μέχρι νά ἀποφασίσουμε καί νά ἀντιδράσουμε μας. Ἔλεγχο, καλαί ἀνταρσίες τήν ἀποτιμώμενη τοῦ ἀντιστάσιου, ἀλλά τό ἀποτέλεσμα εἶναι αὐτό ποῦ μέτρας ποῦ ἀναπολοῦμε. Κατά τίς τελευταῖες δεκαετίες γνωρίσαμε ποῦ γενιές ἀντιστασιακών. Ἡ πρώτη γενιά ἦταν ἐκείνη ποῦ ἔδρασε ἐπίσημα κατά τά μαῦρα χρόνια τῆς γερμανικῆς Κατοχῆς, γιά τά ἀξίζη τῆς ὁποίας δέν ἔχει ἐκκλιθεῖ καί καταβάλλει, ἀλλά κάτω ἀπό κάλυψη τήν παραμορφώθηκαν ἀργότερα, ἡ πατρίδα ἐπιχείρησε νά συμπεριλάβει αὐτούς τούς ἀγωνιστάς. Ἄλλωστε μετά τήν ἐπίτευξη τῆς κοινωνικῆς ἑνότητας δέν ἦταν ἐκεῖνη ποῦ... <box>210 1897 415 2214</box>
